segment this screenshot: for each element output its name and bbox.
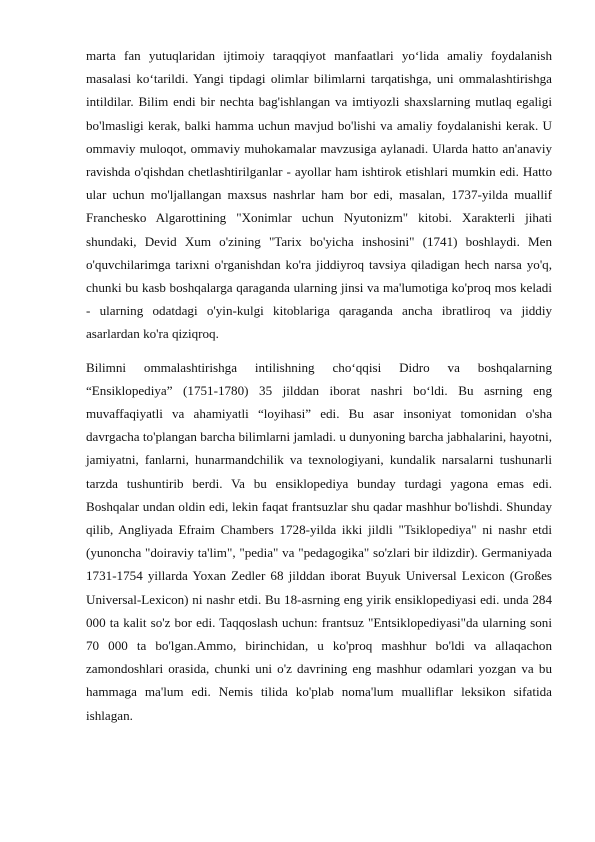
document-page <box>86 44 552 737</box>
paragraph-2: Bilimni ommalashtirishga intilishning cho‘qqisi Didro va boshqalarning “Ensiklopediya” (1751-1780) 35 jilddan iborat nashri bo‘ldi. Bu asrning eng muvaffaqiyatli va ahamiyatli “loyihasi” edi. Bu asar insoniyat tomonidan o'sha davrgacha to'plangan barcha bilimlarni jamladi. u dunyoning barcha jabhalarini, hayotni, jamiyatni, fanlarni, hunarmandchilik va texnologiyani, kundalik narsalarni tushunarli tarzda tushuntirib berdi. Va bu ensiklopediya bunday turdagi yagona emas edi. Boshqalar undan oldin edi, lekin faqat frantsuzlar shu qadar mashhur bo'lishdi. Shunday qilib, Angliyada Efraim Chambers 1728-yilda ikki jildli "Tsiklopediya" ni nashr etdi (yunoncha "doiraviy ta'lim", "pedia" va "pedagogika" so'zlari bir ildizdir). Germaniyada 1731-1754 yillarda Yoxan Zedler 68 jilddan iborat Buyuk Universal Lexicon (Großes Universal-Lexicon) ni nashr etdi. Bu 18-asrning eng yirik ensiklopediyasi edi. unda 284 000 ta kalit so'z bor edi. Taqqoslash uchun: frantsuz "Entsiklopediyasi"da ularning soni 70 000 ta bo'lgan.Ammo, birinchidan, u ko'proq mashhur bo'ldi va allaqachon zamondoshlari orasida, chunki uni o'z davrining eng mashhur odamlari yozgan va bu hammaga ma'lum edi. Nemis tilida ko'plab noma'lum mualliflar leksikon sifatida ishlagan. <box>86 359 552 723</box>
paragraph-1: marta fan yutuqlaridan ijtimoiy taraqqiyot manfaatlari yo‘lida amaliy foydalanish masalasi ko‘tarildi. Yangi tipdagi olimlar bilimlarni tarqatishga, uni ommalashtirishga intildilar. Bilim endi bir nechta bag'ishlangan va imtiyozli shaxslarning mutlaq egaligi bo'lmasligi kerak, balki hamma uchun mavjud bo'lishi va amaliy foydalanishi kerak. U ommaviy muloqot, ommaviy muhokamalar mavzusiga aylanadi. Ularda hatto an'anaviy ravishda o'qishdan chetlashtirilganlar - ayollar ham ishtirok etishlari mumkin edi. Hatto ular uchun mo'ljallangan maxsus nashrlar ham bor edi, masalan, 1737-yilda muallif Franchesko Algarottining "Xonimlar uchun Nyutonizm" kitobi. Xarakterli jihati shundaki, Devid Xum o'zining "Tarix bo'yicha inshosini" (1741) boshlaydi. Men o'quvchilarimga tarixni o'rganishdan ko'ra jiddiyroq tavsiya qiladigan hech narsa yo'q, chunki bu kasb boshqalarga qaraganda ularning jinsi va ma'lumotiga ko'proq mos keladi - ularning odatdagi o'yin-kulgi kitoblariga qaraganda ancha ibratliroq va jiddiy asarlardan ko'ra qiziqroq. <box>86 48 552 342</box>
